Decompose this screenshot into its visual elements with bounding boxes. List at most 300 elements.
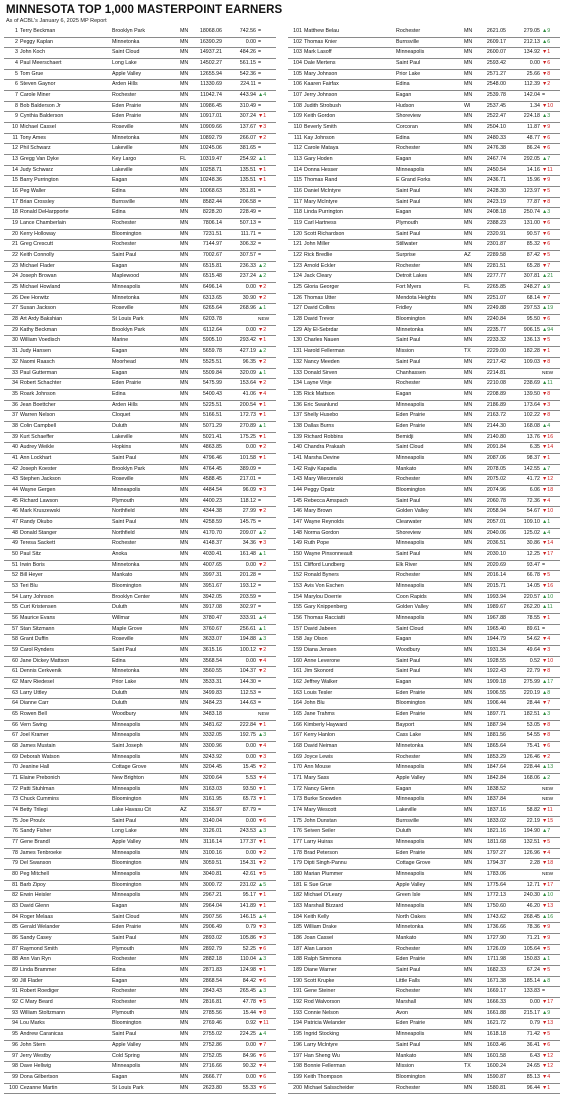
table-row — [288, 411, 560, 422]
name-cell: Diane Warner — [304, 967, 337, 974]
change-cell: 250.74 — [523, 209, 540, 216]
points-cell: 3942.05 — [202, 593, 222, 600]
state-cell: MN — [180, 1031, 189, 1038]
change-cell: 0.00 — [245, 1073, 256, 1080]
points-cell: 1837.16 — [486, 807, 506, 814]
state-cell: MN — [180, 49, 189, 56]
movement-cell: ▼4 — [258, 1063, 267, 1070]
rank-cell: 98 — [12, 1063, 18, 1070]
movement-cell: ▼9 — [542, 124, 551, 131]
movement-cell: ▼14 — [542, 444, 554, 451]
rank-cell: 119 — [293, 220, 302, 227]
table-row — [4, 710, 276, 721]
movement-cell: ▲2 — [258, 273, 267, 280]
name-cell: Sandy Fisher — [20, 828, 52, 835]
movement-cell: ▼10 — [542, 102, 554, 109]
points-cell: 2040.06 — [486, 529, 506, 536]
movement-cell: ▼4 — [542, 497, 551, 504]
city-cell: Saint Paul — [396, 1041, 421, 1048]
table-row — [4, 411, 276, 422]
points-cell: 6515.81 — [202, 262, 222, 269]
rank-cell: 167 — [293, 732, 302, 739]
points-cell: 2539.78 — [486, 92, 506, 99]
change-cell: 112.39 — [524, 81, 540, 88]
change-cell: 58.82 — [526, 807, 540, 814]
rank-cell: 56 — [12, 614, 18, 621]
change-cell: 200.54 — [239, 401, 256, 408]
city-cell: Rochester — [396, 476, 421, 483]
table-row — [4, 326, 276, 337]
rank-cell: 115 — [293, 177, 302, 184]
state-cell: MN — [464, 593, 473, 600]
state-cell: MN — [464, 465, 473, 472]
rank-cell: 113 — [293, 156, 302, 163]
change-cell: 95.17 — [242, 892, 256, 899]
movement-cell: = — [258, 678, 262, 685]
table-row — [288, 550, 560, 561]
name-cell: Gene Brandl — [20, 839, 50, 846]
table-row — [288, 198, 560, 209]
points-cell: 3760.67 — [202, 625, 222, 632]
movement-cell: ▼8 — [542, 412, 551, 419]
change-cell: 98.37 — [526, 454, 540, 461]
city-cell: Maplewood — [112, 273, 140, 280]
city-cell: Eagan — [396, 636, 412, 643]
points-cell: 5400.43 — [202, 390, 222, 397]
rank-cell: 69 — [12, 753, 18, 760]
points-cell: 2030.10 — [486, 550, 506, 557]
rank-cell: 57 — [12, 625, 18, 632]
name-cell: Grant Duffin — [20, 636, 49, 643]
rank-cell: 130 — [293, 337, 302, 344]
points-cell: 4007.65 — [202, 561, 222, 568]
rank-cell: 67 — [12, 732, 18, 739]
rank-cell: 49 — [12, 540, 18, 547]
points-cell: 4863.85 — [202, 444, 222, 451]
points-cell: 10258.71 — [199, 166, 222, 173]
name-cell: Peggy Kaplan — [20, 38, 53, 45]
state-cell: MN — [464, 444, 473, 451]
points-cell: 1847.64 — [486, 764, 506, 771]
city-cell: Duluth — [112, 689, 128, 696]
movement-cell: ▼12 — [542, 1063, 554, 1070]
points-cell: 3997.31 — [202, 572, 222, 579]
points-cell: 1600.24 — [486, 1063, 506, 1070]
name-cell: Raymond Smith — [20, 945, 58, 952]
table-row — [288, 475, 560, 486]
name-cell: James Mustain — [20, 743, 56, 750]
movement-cell: ▼3 — [258, 486, 267, 493]
state-cell: MN — [464, 156, 473, 163]
table-row — [4, 187, 276, 198]
change-cell: 75.41 — [526, 743, 540, 750]
table-row — [288, 774, 560, 785]
table-row — [288, 902, 560, 913]
table-row — [4, 166, 276, 177]
change-cell: 71.42 — [526, 1031, 540, 1038]
rank-cell: 143 — [293, 476, 302, 483]
movement-cell: ▼1 — [258, 903, 267, 910]
change-cell: 268.45 — [523, 913, 540, 920]
change-cell: 27.99 — [242, 508, 256, 515]
state-cell: MN — [464, 711, 473, 717]
table-row — [4, 657, 276, 668]
rank-cell: 51 — [12, 561, 18, 568]
change-cell: 0.00 — [245, 444, 256, 451]
movement-cell: ▼5 — [542, 188, 551, 195]
table-row — [288, 657, 560, 668]
name-cell: Bob Balderson Jr — [20, 102, 61, 109]
points-cell: 1618.18 — [486, 1031, 506, 1038]
rank-cell: 100 — [9, 1084, 18, 1091]
state-cell: MN — [180, 913, 189, 920]
city-cell: Little Falls — [396, 977, 420, 984]
state-cell: MN — [180, 550, 189, 557]
state-cell: MN — [464, 625, 473, 632]
rank-cell: 192 — [293, 999, 302, 1006]
movement-cell: ▼15 — [542, 817, 554, 824]
table-row — [4, 1052, 276, 1063]
state-cell: MN — [180, 188, 189, 195]
name-cell: Donna Hesser — [304, 166, 338, 173]
table-row — [288, 251, 560, 262]
city-cell: Saint Paul — [396, 188, 421, 195]
rank-cell: 39 — [12, 433, 18, 440]
table-row — [288, 529, 560, 540]
state-cell: MN — [180, 572, 189, 579]
state-cell: MN — [464, 454, 473, 461]
city-cell: Minnetonka — [112, 294, 140, 301]
movement-cell: ▼4 — [542, 849, 551, 856]
change-cell: 201.28 — [239, 572, 256, 579]
rank-cell: 12 — [12, 145, 18, 152]
movement-cell: ▲21 — [542, 273, 554, 280]
change-cell: 5.53 — [245, 775, 256, 782]
rank-cell: 38 — [12, 422, 18, 429]
movement-cell: ▲6 — [542, 38, 551, 45]
points-cell: 2752.86 — [202, 1041, 222, 1048]
points-cell: 1621.72 — [486, 1020, 506, 1027]
rank-cell: 8 — [15, 102, 18, 109]
points-cell: 5021.41 — [202, 433, 222, 440]
table-row — [4, 465, 276, 476]
city-cell: Eden Prairie — [396, 412, 426, 419]
movement-cell: ▼11 — [258, 1020, 269, 1027]
state-cell: MN — [180, 209, 189, 216]
change-cell: 112.53 — [240, 689, 256, 696]
points-cell: 1906.44 — [486, 700, 506, 707]
name-cell: Sandy Casey — [20, 935, 52, 942]
rank-cell: 42 — [12, 465, 18, 472]
city-cell: Burnsville — [112, 198, 135, 205]
state-cell: MN — [464, 188, 473, 195]
change-cell: 85.32 — [526, 241, 540, 248]
rank-cell: 177 — [293, 839, 302, 846]
points-cell: 1661.88 — [486, 1009, 506, 1016]
table-row — [288, 123, 560, 134]
table-row — [288, 859, 560, 870]
change-cell: 194.88 — [239, 636, 256, 643]
points-cell: 1727.90 — [486, 935, 506, 942]
change-cell: 224.18 — [523, 113, 540, 120]
change-cell: 93.47 — [526, 561, 540, 568]
state-cell: MN — [180, 764, 189, 771]
rank-cell: 64 — [12, 700, 18, 707]
change-cell: 105.64 — [523, 945, 540, 952]
name-cell: Ruth Pope — [304, 540, 330, 547]
rank-cell: 126 — [293, 294, 302, 301]
city-cell: Saint Paul — [112, 252, 137, 259]
points-cell: 2964.04 — [202, 903, 222, 910]
points-cell: 3332.05 — [202, 732, 222, 739]
movement-cell: ▼4 — [258, 743, 267, 750]
table-row — [288, 294, 560, 305]
change-cell: 144.30 — [239, 678, 256, 685]
rank-cell: 86 — [12, 935, 18, 942]
points-cell: 1993.94 — [486, 593, 506, 600]
city-cell: Eagan — [396, 156, 412, 163]
movement-cell: ▼5 — [258, 999, 267, 1006]
table-row — [4, 347, 276, 358]
table-row — [288, 721, 560, 732]
movement-cell: ▼5 — [542, 945, 551, 952]
change-cell: 90.57 — [526, 230, 540, 237]
city-cell: Surprise — [396, 252, 416, 259]
rank-cell: 156 — [293, 614, 302, 621]
city-cell: Minneapolis — [112, 871, 141, 878]
table-row — [288, 454, 560, 465]
name-cell: Dave Hellwig — [20, 1063, 51, 1070]
table-row — [288, 1041, 560, 1052]
change-cell: 215.17 — [523, 1009, 540, 1016]
name-cell: William Drake — [304, 924, 337, 931]
movement-cell: ▼6 — [258, 945, 267, 952]
city-cell: Edina — [112, 390, 126, 397]
table-row — [4, 1062, 276, 1073]
rank-cell: 16 — [12, 188, 18, 195]
change-cell: 203.59 — [239, 593, 256, 600]
movement-cell: ▼6 — [542, 316, 551, 323]
table-row — [4, 144, 276, 155]
table-row — [4, 497, 276, 508]
movement-cell: ▼16 — [542, 582, 554, 589]
city-cell: Saint Paul — [112, 454, 137, 461]
city-cell: Duluth — [112, 700, 128, 707]
state-cell: MN — [180, 977, 189, 984]
table-row — [288, 1009, 560, 1020]
table-row — [288, 518, 560, 529]
city-cell: Apple Valley — [396, 775, 426, 782]
rank-cell: 124 — [293, 273, 302, 280]
table-row — [4, 763, 276, 774]
points-cell: 18068.06 — [199, 28, 222, 34]
state-cell: MN — [180, 743, 189, 750]
name-cell: Phil Schwarz — [20, 145, 51, 152]
table-row — [4, 283, 276, 294]
change-cell: 34.36 — [242, 540, 256, 547]
points-cell: 4170.70 — [202, 529, 222, 536]
state-cell: MN — [180, 454, 189, 461]
points-cell: 2249.88 — [486, 305, 506, 312]
name-cell: Kaaren Fairfax — [304, 81, 339, 88]
points-cell: 3116.14 — [203, 839, 222, 846]
table-row — [288, 283, 560, 294]
state-cell: MN — [180, 60, 189, 67]
change-cell: 6.06 — [529, 486, 540, 493]
movement-cell: ▼2 — [258, 444, 267, 451]
movement-cell: ▲3 — [258, 732, 267, 739]
movement-cell: ▲94 — [542, 326, 554, 333]
movement-cell: ▼1 — [542, 614, 551, 621]
table-row — [288, 59, 560, 70]
points-cell: 4588.45 — [202, 476, 222, 483]
points-cell: 2210.08 — [486, 380, 506, 387]
name-cell: John Blu — [304, 700, 325, 707]
name-cell: Betty Trilegi — [20, 807, 48, 814]
rank-cell: 187 — [293, 945, 302, 952]
rank-cell: 160 — [293, 657, 302, 664]
movement-cell: ▲7 — [542, 828, 551, 835]
table-row — [4, 913, 276, 924]
rank-cell: 161 — [293, 668, 302, 675]
table-row — [4, 795, 276, 806]
name-cell: Larry McIntyre — [304, 1041, 338, 1048]
name-cell: Joan Cassel — [304, 935, 334, 942]
change-cell: 12.25 — [526, 550, 540, 557]
city-cell: Minnetonka — [112, 38, 140, 45]
change-cell: 173.64 — [523, 401, 540, 408]
name-cell: Michael O'Leary — [304, 892, 343, 899]
points-cell: 2016.14 — [486, 572, 506, 579]
change-cell: 100.12 — [239, 646, 256, 653]
name-cell: Andrew Caranicas — [20, 1031, 64, 1038]
name-cell: Diana Jensen — [304, 646, 337, 653]
state-cell: MN — [180, 903, 189, 910]
city-cell: Bloomington — [396, 1073, 426, 1080]
points-cell: 3000.72 — [202, 881, 222, 888]
change-cell: 254.92 — [239, 156, 256, 163]
rank-cell: 195 — [293, 1031, 302, 1038]
rank-cell: 30 — [12, 337, 18, 344]
city-cell: Rochester — [112, 540, 137, 547]
name-cell: Beverly Smith — [304, 124, 337, 131]
movement-cell: = — [258, 230, 262, 237]
city-cell: Roseville — [112, 476, 134, 483]
points-cell: 3163.03 — [202, 785, 222, 792]
table-row — [288, 240, 560, 251]
table-row — [4, 721, 276, 732]
movement-cell: ▼2 — [258, 860, 267, 867]
state-cell: MN — [180, 732, 189, 739]
right-column — [288, 27, 560, 1094]
change-cell: 145.75 — [239, 518, 256, 525]
movement-cell: = — [258, 241, 262, 248]
change-cell: 110.04 — [240, 956, 256, 963]
table-row — [4, 1030, 276, 1041]
change-cell: 55.33 — [242, 1084, 256, 1091]
name-cell: Vern Swing — [20, 721, 47, 728]
name-cell: Jeffrey Walker — [304, 678, 338, 685]
name-cell: Joseph Browan — [20, 273, 57, 280]
points-cell: 1783.06 — [486, 871, 506, 878]
rank-cell: 186 — [293, 935, 302, 942]
city-cell: Eagan — [396, 92, 412, 99]
name-cell: Carl Hartness — [304, 220, 337, 227]
rank-cell: 158 — [293, 636, 302, 643]
city-cell: Minnetonka — [112, 134, 140, 141]
state-cell: MN — [464, 529, 473, 536]
name-cell: John Koch — [20, 49, 46, 56]
state-cell: MN — [464, 582, 473, 589]
city-cell: Saint Cloud — [112, 913, 140, 920]
rank-cell: 163 — [293, 689, 302, 696]
change-cell: 542.36 — [239, 70, 256, 77]
name-cell: Lance Chamberlain — [20, 220, 66, 227]
state-cell: MN — [180, 166, 189, 173]
change-cell: 2.28 — [529, 860, 540, 867]
table-row — [4, 1073, 276, 1084]
state-cell: MN — [464, 60, 473, 67]
rank-cell: 65 — [12, 711, 18, 717]
movement-cell: ▼8 — [258, 1009, 267, 1016]
points-cell: 2265.85 — [486, 284, 506, 291]
change-cell: 177.37 — [239, 839, 256, 846]
movement-cell: ▲7 — [542, 465, 551, 472]
points-cell: 2320.91 — [486, 230, 506, 237]
name-cell: Randy Okubo — [20, 518, 53, 525]
movement-cell: ▼6 — [542, 134, 551, 141]
name-cell: Mary Sass — [304, 775, 330, 782]
city-cell: Minneapolis — [396, 871, 425, 878]
movement-cell: ▼2 — [542, 753, 551, 760]
name-cell: Jill Flader — [20, 977, 43, 984]
change-cell: 146.15 — [239, 913, 256, 920]
table-row — [288, 582, 560, 593]
points-cell: 7002.67 — [202, 252, 222, 259]
movement-cell: NEW — [542, 786, 554, 792]
state-cell: MN — [180, 839, 189, 846]
state-cell: MN — [464, 668, 473, 675]
points-cell: 2091.84 — [486, 444, 506, 451]
points-cell: 7231.51 — [202, 230, 222, 237]
name-cell: Marv Riedesel — [20, 678, 54, 685]
state-cell: MN — [180, 326, 189, 333]
table-row — [288, 678, 560, 689]
change-cell: 84.96 — [242, 1052, 256, 1059]
city-cell: Minnetonka — [396, 743, 424, 750]
name-cell: Greg Crescutt — [20, 241, 53, 248]
city-cell: Avon — [396, 1009, 408, 1016]
rank-cell: 159 — [293, 646, 302, 653]
movement-cell: ▼7 — [542, 700, 551, 707]
table-row — [288, 625, 560, 636]
table-row — [288, 486, 560, 497]
movement-cell: ▲8 — [542, 689, 551, 696]
name-cell: David Neiman — [304, 743, 338, 750]
state-cell: MN — [180, 70, 189, 77]
state-cell: MN — [464, 518, 473, 525]
state-cell: MN — [180, 252, 189, 259]
table-row — [4, 966, 276, 977]
points-cell: 7806.14 — [202, 220, 222, 227]
points-cell: 1821.16 — [486, 828, 506, 835]
state-cell: MN — [464, 294, 473, 301]
city-cell: Golden Valley — [396, 508, 429, 515]
city-cell: Mission — [396, 1063, 414, 1070]
city-cell: Apple Valley — [112, 1041, 142, 1048]
table-row — [288, 785, 560, 796]
movement-cell: ▲2 — [258, 529, 267, 536]
